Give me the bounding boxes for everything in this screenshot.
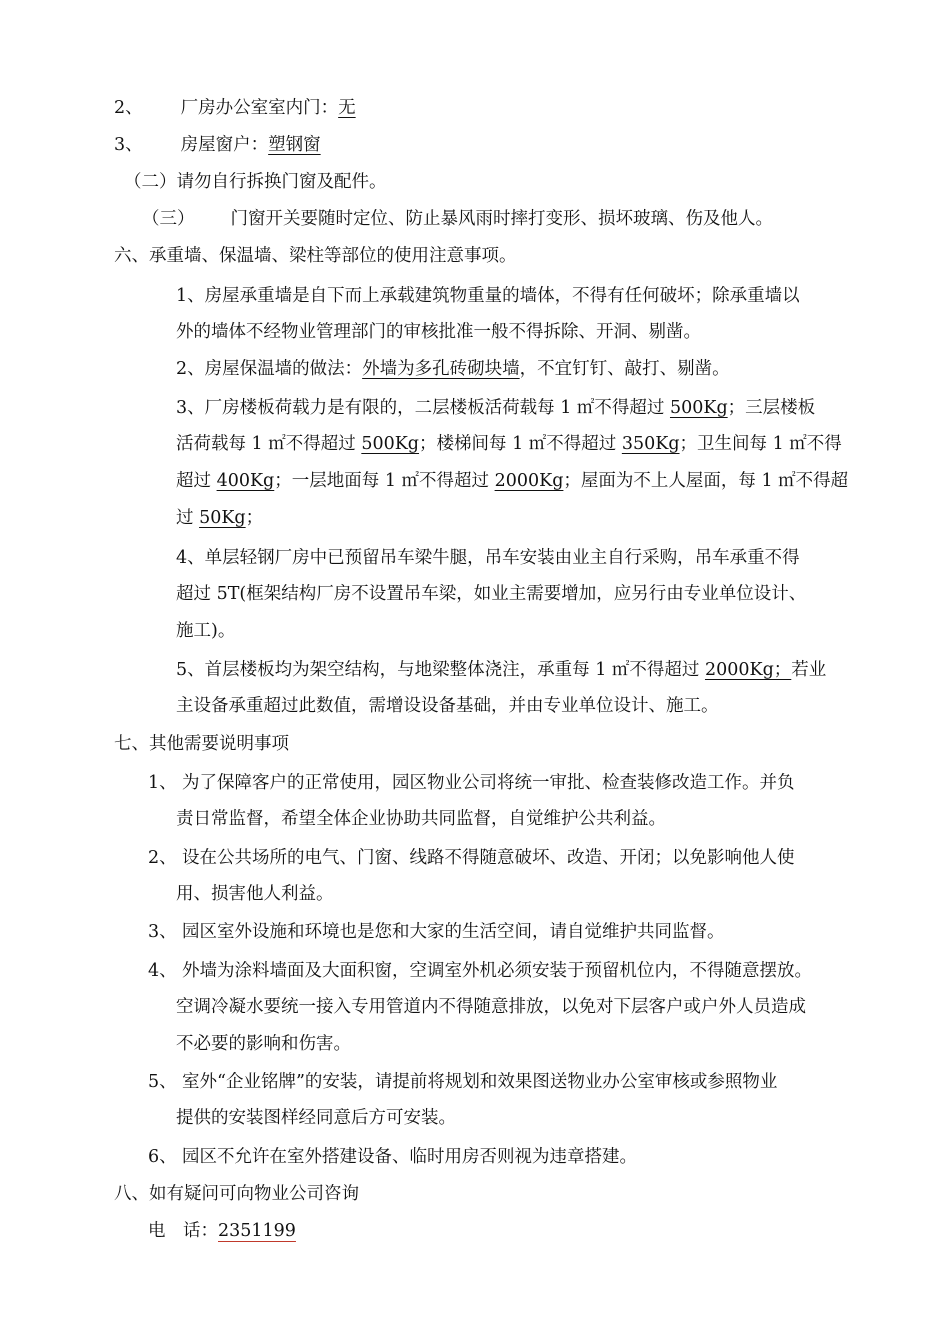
load-value: 350Kg [621, 434, 680, 454]
s7-item-number: 5、 [148, 1072, 177, 1092]
s7-item-4-line1: 外墙为涂料墙面及大面积窗，空调室外机必须安装于预留机位内，不得随意摆放。 [182, 961, 812, 981]
item-number: 2、 [114, 98, 143, 118]
load-value: 2000Kg [494, 471, 564, 491]
s6-p1-line2: 外的墙体不经物业管理部门的审核批准一般不得拆除、开洞、剔凿。 [176, 322, 701, 342]
s7-item-2-line2: 用、损害他人利益。 [176, 884, 334, 904]
s7-item-number: 3、 [148, 922, 177, 942]
s7-item-6-line1: 园区不允许在室外搭建设备、临时用房否则视为违章搭建。 [182, 1147, 637, 1167]
item-number: 3、 [114, 135, 143, 155]
load-value: 500Kg [669, 398, 728, 418]
load-value: 400Kg [216, 471, 275, 491]
section-6-heading: 六、承重墙、保温墙、梁柱等部位的使用注意事项。 [114, 246, 517, 266]
item-2: 2、 厂房办公室室内门：无 [114, 98, 356, 118]
s7-item-5-line2: 提供的安装图样经同意后方可安装。 [176, 1108, 456, 1128]
s7-item-3-line1: 园区室外设施和环境也是您和大家的生活空间，请自觉维护共同监督。 [182, 922, 725, 942]
section-8-heading: 八、如有疑问可向物业公司咨询 [114, 1184, 359, 1204]
load-value: 50Kg [199, 508, 246, 528]
s7-item-4-line3: 不必要的影响和伤害。 [176, 1034, 351, 1054]
section-7-heading: 七、其他需要说明事项 [114, 734, 289, 754]
phone-line [148, 1219, 296, 1243]
phone-number: 2351199 [218, 1221, 296, 1241]
wall-type: 外墙为多孔砖砌块墙 [362, 359, 520, 379]
s7-item-5-line1: 室外“企业铭牌”的安装，请提前将规划和效果图送物业办公室审核或参照物业 [182, 1072, 778, 1092]
s7-item-1-line1: 为了保障客户的正常使用，园区物业公司将统一审批、检查装修改造工作。并负 [182, 773, 795, 793]
s6-p5-line2: 主设备承重超过此数值，需增设设备基础，并由专业单位设计、施工。 [176, 696, 719, 716]
s6-p4-line2: 超过 5T(框架结构厂房不设置吊车梁，如业主需要增加，应另行由专业单位设计、 [176, 584, 807, 604]
paragraph-3: （三） 门窗开关要随时定位、防止暴风雨时摔打变形、损坏玻璃、伤及他人。 [142, 209, 773, 229]
s7-item-number: 4、 [148, 961, 177, 981]
s6-p3-line1: 3、厂房楼板荷载力是有限的，二层楼板活荷载每 1 ㎡不得超过 500Kg；三层楼板 [176, 398, 816, 418]
s7-item-number: 6、 [148, 1147, 177, 1167]
s7-item-4-line2: 空调冷凝水要统一接入专用管道内不得随意排放，以免对下层客户或户外人员造成 [176, 997, 806, 1017]
s6-p4-line1: 4、单层轻钢厂房中已预留吊车梁牛腿，吊车安装由业主自行采购，吊车承重不得 [176, 548, 800, 568]
s7-item-number: 1、 [148, 773, 177, 793]
phone-label: 电 话： [148, 1221, 218, 1241]
paragraph-2: （二）请勿自行拆换门窗及配件。 [124, 172, 387, 192]
s7-item-2-line1: 设在公共场所的电气、门窗、线路不得随意破坏、改造、开闭；以免影响他人使 [182, 848, 795, 868]
s6-p5-line1: 5、首层楼板均为架空结构，与地梁整体浇注，承重每 1 ㎡不得超过 2000Kg；若业 [176, 660, 827, 680]
item-3: 3、 房屋窗户：塑钢窗 [114, 135, 321, 155]
s6-p3-line3: 超过 400Kg；一层地面每 1 ㎡不得超过 2000Kg；屋面为不上人屋面，每 1 ㎡不得超 [176, 471, 849, 491]
s6-p2: 2、房屋保温墙的做法：外墙为多孔砖砌块墙，不宜钉钉、敲打、剔凿。 [176, 359, 730, 379]
load-value: 2000Kg； [704, 660, 792, 680]
s6-p4-line3: 施工)。 [176, 621, 236, 641]
load-value: 500Kg [361, 434, 420, 454]
s6-p3-line2: 活荷载每 1 ㎡不得超过 500Kg；楼梯间每 1 ㎡不得超过 350Kg；卫生间每 1 ㎡不得 [176, 434, 842, 454]
door-value: 无 [338, 98, 356, 118]
s6-p1-line1: 1、房屋承重墙是自下而上承载建筑物重量的墙体，不得有任何破坏；除承重墙以 [176, 286, 800, 306]
window-value: 塑钢窗 [268, 135, 321, 155]
s6-p3-line4: 过 50Kg； [176, 508, 264, 528]
s7-item-1-line2: 责日常监督，希望全体企业协助共同监督，自觉维护公共利益。 [176, 809, 666, 829]
s7-item-number: 2、 [148, 848, 177, 868]
